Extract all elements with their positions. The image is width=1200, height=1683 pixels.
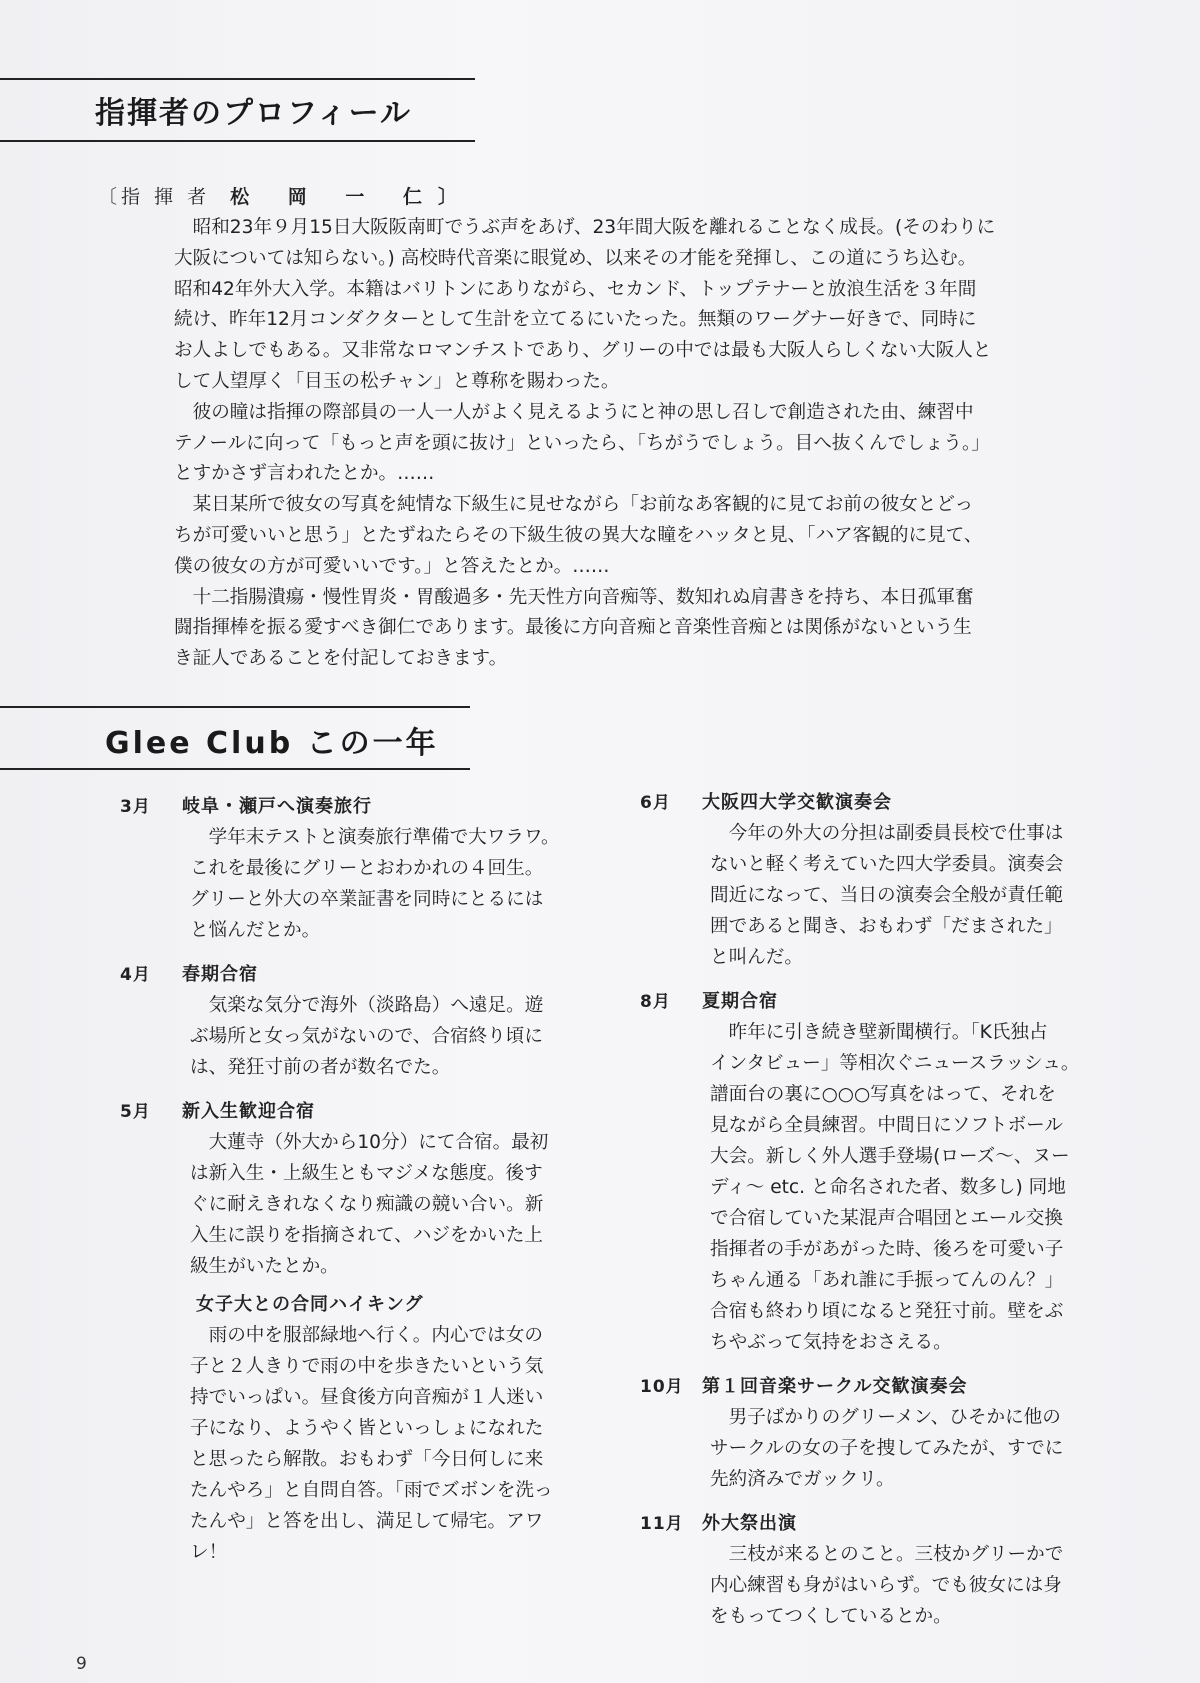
entry-body: [710, 1402, 1140, 1495]
entry-line: 囲であると聞き、おもわず「だまされた」: [710, 916, 1063, 937]
entry-line: インタビュー」等相次ぐニュースラッシュ。: [710, 1053, 1080, 1074]
entry-month: 5月: [120, 1102, 151, 1122]
entry-line: ちゃん通る「あれ誰に手振ってんのん？」: [710, 1270, 1064, 1291]
profile-line: 昭和23年９月15日大阪阪南町でうぶ声をあげ、23年間大阪を離れることなく成長。(そのわりに: [174, 217, 996, 238]
profile-line: テノールに向って「もっと声を頭に抜け」といったら、「ちがうでしょう。目へ抜くんでしょう。」: [174, 432, 990, 454]
entry-line: 見ながら全員練習。中間日にソフトボール: [710, 1115, 1063, 1136]
entry-month: 11月: [640, 1514, 684, 1534]
entry-line: 雨の中を服部緑地へ行く。内心では女の: [190, 1325, 543, 1346]
entry-line: 大会。新しく外人選手登場(ローズ～、ヌー: [710, 1146, 1070, 1167]
entry-head: [640, 1509, 1140, 1539]
profile-line: 僕の彼女の方が可愛いいです。」と答えたとか。……: [174, 555, 610, 577]
month-entry: [640, 788, 1140, 973]
entry-body: [190, 1127, 620, 1282]
entry-line: ないと軽く考えていた四大学委員。演奏会: [710, 854, 1064, 875]
entry-head: [640, 788, 1140, 818]
entry-line: は、発狂寸前の者が数名でた。: [190, 1057, 451, 1078]
entry-body: [190, 822, 620, 946]
entry-body: [710, 818, 1140, 973]
entry-line: と思ったら解散。おもわず「今日何しに来: [190, 1449, 544, 1470]
profile-line: 十二指腸潰瘍・慢性胃炎・胃酸過多・先天性方向音痴等、数知れぬ肩書きを持ち、本日孤軍奮: [174, 586, 974, 608]
entry-body: [710, 1539, 1140, 1632]
entry-title: 夏期合宿: [702, 991, 778, 1012]
entry-line: 子と２人きりで雨の中を歩きたいという気: [190, 1356, 544, 1377]
year-column-left: [120, 792, 620, 1582]
entry-line: 先約済みでガックリ。: [710, 1469, 895, 1490]
month-entry: [120, 1097, 620, 1568]
entry-head: [120, 792, 620, 822]
month-entry: [640, 1509, 1140, 1632]
entry-line: ちやぶって気持をおさえる。: [710, 1332, 952, 1353]
entry-head: [120, 1097, 620, 1127]
entry-line: 持でいっぱい。昼食後方向音痴が１人迷い: [190, 1387, 544, 1408]
profile-line: 彼の瞳は指揮の際部員の一人一人がよく見えるようにと神の思し召しで創造された由、練習中: [174, 401, 974, 423]
entry-line: をもってつくしているとか。: [710, 1606, 952, 1627]
entry-month: 3月: [120, 797, 151, 817]
entry-head: [120, 960, 620, 990]
entry-title: 春期合宿: [182, 964, 258, 985]
entry-line: グリーと外大の卒業証書を同時にとるには: [190, 889, 544, 910]
entry-line: で合宿していた某混声合唱団とエール交換: [710, 1208, 1063, 1229]
entry-line: 気楽な気分で海外（淡路島）へ遠足。遊: [190, 995, 544, 1016]
entry-line: と悩んだとか。: [190, 920, 321, 941]
year-column-right: [640, 788, 1140, 1646]
month-entry: [640, 1372, 1140, 1495]
entry-title: 第１回音楽サークル交歓演奏会: [702, 1376, 968, 1397]
sub-entry-body: [190, 1320, 620, 1568]
entry-line: たんや」と答を出し、満足して帰宅。アワ: [190, 1511, 544, 1532]
conductor-label: 〔指 揮 者: [98, 186, 211, 208]
entry-line: サークルの女の子を捜してみたが、すでに: [710, 1438, 1064, 1459]
entry-line: 学年末テストと演奏旅行準備で大ワラワ。: [190, 827, 560, 848]
profile-line: とすかさず言われたとか。……: [174, 463, 435, 485]
entry-line: 級生がいたとか。: [190, 1256, 339, 1277]
page-number: 9: [76, 1654, 87, 1674]
year-heading: Glee Club この一年: [105, 726, 439, 761]
entry-line: と叫んだ。: [710, 947, 803, 968]
entry-line: 三枝が来るとのこと。三枝かグリーかで: [710, 1544, 1064, 1565]
entry-month: 10月: [640, 1377, 684, 1397]
entry-line: 譜面台の裏に○○○写真をはって、それを: [710, 1084, 1056, 1105]
entry-line: ディ～ etc. と命名された者、数多し) 同地: [710, 1177, 1066, 1198]
entry-line: 大蓮寺（外大から10分）にて合宿。最初: [190, 1132, 549, 1153]
profile-body: [174, 213, 1110, 675]
sub-entry: [190, 1290, 620, 1568]
entry-body: [710, 1017, 1140, 1358]
conductor-name: 松 岡 一 仁〕: [230, 186, 473, 208]
profile-heading: 指揮者のプロフィール: [95, 96, 412, 131]
entry-line: 昨年に引き続き壁新聞横行。「K氏独占: [710, 1022, 1048, 1043]
entry-line: 間近になって、当日の演奏会全般が責任範: [710, 885, 1063, 906]
sub-entry-title: 女子大との合同ハイキング: [196, 1294, 424, 1315]
entry-line: 指揮者の手があがった時、後ろを可愛い子: [710, 1239, 1064, 1260]
entry-month: 4月: [120, 965, 151, 985]
entry-month: 8月: [640, 992, 671, 1012]
entry-line: 子になり、ようやく皆といっしょになれた: [190, 1418, 544, 1439]
profile-line: お人よしでもある。又非常なロマンチストであり、グリーの中では最も大阪人らしくない大阪人と: [174, 340, 992, 362]
heading-rule-bottom: [0, 140, 475, 142]
entry-line: は新入生・上級生ともマジメな態度。後す: [190, 1163, 543, 1184]
heading-rule-top: [0, 78, 475, 80]
heading-rule-bottom: [0, 768, 470, 770]
profile-line: 続け、昨年12月コンダクターとして生計を立てるにいたった。無類のワーグナー好きで、同時に: [174, 309, 977, 331]
profile-line: 大阪については知らない。) 高校時代音楽に眼覚め、以来その才能を発揮し、この道にうち込む。: [174, 247, 977, 269]
conductor-line: [98, 182, 473, 209]
month-entry: [640, 987, 1140, 1358]
entry-line: これを最後にグリーとおわかれの４回生。: [190, 858, 544, 879]
entry-title: 岐阜・瀬戸へ演奏旅行: [182, 796, 372, 817]
profile-line: ちが可愛いいと思う」とたずねたらその下級生彼の異大な瞳をハッタと見、「ハア客観的に見て、: [174, 524, 983, 546]
entry-head: [640, 987, 1140, 1017]
entry-line: ぶ場所と女っ気がないので、合宿終り頃に: [190, 1026, 543, 1047]
entry-line: ぐに耐えきれなくなり痴識の競い合い。新: [190, 1194, 544, 1215]
entry-month: 6月: [640, 793, 671, 813]
entry-title: 新入生歓迎合宿: [182, 1101, 315, 1122]
profile-line: 昭和42年外大入学。本籍はバリトンにありながら、セカンド、トップテナーと放浪生活を３年間: [174, 278, 977, 300]
month-entry: [120, 960, 620, 1083]
entry-title: 大阪四大学交歓演奏会: [702, 792, 892, 813]
entry-title: 外大祭出演: [702, 1513, 797, 1534]
entry-line: 入生に誤りを指摘されて、ハジをかいた上: [190, 1225, 543, 1246]
profile-line: して人望厚く「目玉の松チャン」と尊称を賜わった。: [174, 370, 620, 392]
entry-line: 今年の外大の分担は副委員長校で仕事は: [710, 823, 1064, 844]
entry-line: 男子ばかりのグリーメン、ひそかに他の: [710, 1407, 1061, 1428]
month-entry: [120, 792, 620, 946]
entry-line: 合宿も終わり頃になると発狂寸前。壁をぶ: [710, 1301, 1064, 1322]
entry-line: レ！: [190, 1542, 228, 1563]
entry-body: [190, 990, 620, 1083]
entry-line: たんやろ」と自問自答。「雨でズボンを洗っ: [190, 1480, 553, 1501]
profile-line: 闘指揮棒を振る愛すべき御仁であります。最後に方向音痴と音楽性音痴とは関係がないという生: [174, 617, 972, 639]
profile-line: 某日某所で彼女の写真を純情な下級生に見せながら「お前なあ客観的に見てお前の彼女とどっ: [174, 494, 974, 516]
entry-head: [640, 1372, 1140, 1402]
profile-line: き証人であることを付記しておきます。: [174, 648, 508, 670]
entry-line: 内心練習も身がはいらず。でも彼女には身: [710, 1575, 1062, 1596]
heading-rule-top: [0, 706, 470, 708]
